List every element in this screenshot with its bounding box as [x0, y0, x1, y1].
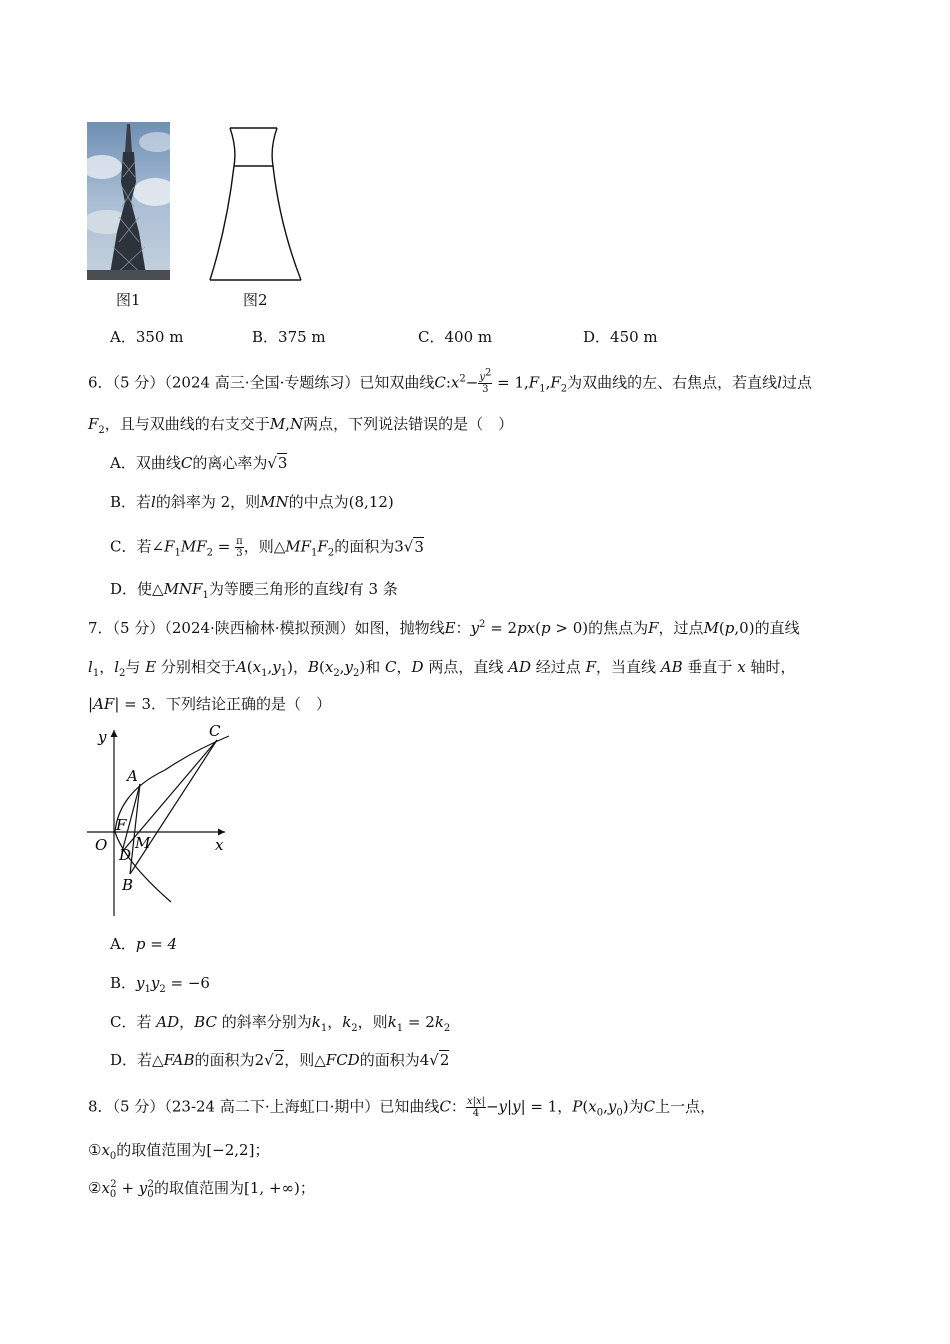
- q8-item-1: $①x_0$的取值范围为[−2,2]；: [88, 1141, 270, 1162]
- q6-option-a-text: 的离心率为: [192, 454, 268, 472]
- tower-photo-image: [87, 122, 170, 280]
- q8-stem-text-b: 为: [628, 1097, 644, 1116]
- figure-2-outline: [205, 126, 305, 286]
- parabola-diagram: [85, 722, 245, 920]
- label-y: y: [98, 728, 107, 746]
- q6-option-d-label: D．使: [110, 580, 153, 598]
- q7-option-d-text-3: 的面积为: [359, 1051, 420, 1069]
- q6-option-c[interactable]: C．若$\angle F_1MF_2$ = $\frac{\pi}{3}$ ，则$\triangle MF_1F_2$的面积为3√3: [110, 536, 424, 559]
- figure-2-caption: 图2: [243, 291, 268, 309]
- q8-score: （5 分）: [112, 1097, 165, 1116]
- q7-number: 7．: [88, 619, 113, 637]
- q8-item-2: $②x_0^2 + y_0^2$的取值范围为[1, +∞)；: [88, 1179, 315, 1200]
- q7-stem-text-b: 的焦点为: [588, 619, 649, 637]
- q6-option-c-text-2: 的面积为: [334, 537, 395, 556]
- figure-1-tower-photo: [87, 122, 170, 280]
- q7-stem-text-f: 分别相交于: [160, 658, 236, 676]
- q6-option-b-text-2: 的中点为: [288, 493, 349, 511]
- label-f: F: [116, 816, 127, 834]
- q6-option-b[interactable]: B．若l的斜率为 2，则MN的中点为(8,12): [110, 493, 394, 511]
- q6-stem-text-c: 过点: [781, 373, 812, 392]
- q7-stem-text-a: 如图，抛物线: [354, 619, 445, 637]
- q8-item-2-marker: ②: [88, 1179, 102, 1197]
- q7-option-a-value: p = 4: [135, 935, 178, 953]
- q6-stem-line-1: 6．（5 分）（2024 高三·全国·专题练习）已知双曲线$C:x^2-$ $\frac{y^2}{3}$ = $1,F_1,F_2$为双曲线的左、右焦点，若直线l过点: [88, 367, 812, 395]
- q6-stem-text-d: ，且与双曲线的右支交于: [104, 415, 270, 433]
- q7-option-c-text-2: ，则: [357, 1013, 388, 1031]
- q8-item-2-text: 的取值范围为: [154, 1179, 245, 1197]
- q8-item-2-value: [1, +∞)；: [244, 1179, 315, 1197]
- q8-stem-text-a: 已知曲线: [379, 1097, 440, 1116]
- q7-option-a-label: A．: [110, 935, 136, 953]
- q8-item-1-text: 的取值范围为: [116, 1141, 207, 1159]
- q8-item-1-marker: ①: [88, 1141, 102, 1159]
- q5-option-d[interactable]: D．450 m: [583, 328, 658, 346]
- q6-option-d[interactable]: D．使$\triangle MNF_1$为等腰三角形的直线l有 3 条: [110, 580, 398, 601]
- label-d: D: [119, 846, 132, 864]
- q7-stem-text-c: ，过点: [658, 619, 704, 637]
- q8-stem-text-c: 上一点，: [655, 1097, 716, 1116]
- q7-stem-text-i: 经过点: [535, 658, 581, 676]
- q5-option-c[interactable]: C．400 m: [418, 328, 493, 346]
- q6-stem-line-2: $F_2$，且与双曲线的右支交于M,N两点，下列说法错误的是（ ）: [88, 415, 514, 436]
- label-a: A: [127, 767, 138, 785]
- q7-option-a[interactable]: [110, 934, 177, 954]
- q8-item-1-value: [−2,2]；: [206, 1141, 270, 1159]
- q8-number: 8．: [88, 1097, 113, 1116]
- q6-stem-text-b: 为双曲线的左、右焦点，若直线: [567, 373, 778, 392]
- q7-option-c-label: C．若: [110, 1013, 152, 1031]
- q7-option-b[interactable]: B．$y_1y_2 = -6$: [110, 974, 210, 995]
- label-o: O: [95, 836, 108, 854]
- q7-option-c-text: 的斜率分别为: [221, 1013, 312, 1031]
- q6-number: 6．: [88, 373, 113, 392]
- q7-option-d[interactable]: D．若△FAB的面积为2√2，则△FCD的面积为4√2: [110, 1051, 450, 1069]
- q6-score: （5 分）: [112, 373, 165, 392]
- q7-stem-text-l: 轴时，: [750, 658, 796, 676]
- q6-option-a-label: A．双曲线: [110, 454, 181, 472]
- q6-stem-text-a: 已知双曲线: [359, 373, 435, 392]
- q7-option-c[interactable]: C．若 AD，BC 的斜率分别为$k_1$，$k_2$，则$k_1 = 2k_2$: [110, 1013, 451, 1034]
- q7-stem-text-k: 垂直于: [687, 658, 733, 676]
- q7-stem-text-m: ．下列结论正确的是（ ）: [151, 695, 332, 713]
- figure-1-caption: 图1: [116, 291, 141, 309]
- q7-score: （5 分）: [112, 619, 165, 637]
- q6-option-b-text: 的斜率为 2，则: [155, 493, 261, 511]
- q7-stem-text-g: 和: [365, 658, 381, 676]
- q7-stem-line-2: $l_1$，$l_2$与 E 分别相交于$A(x_1,y_1)$，$B(x_2,y_2)$和 C，D 两点，直线 AD 经过点 F，当直线 AB 垂直于 x 轴时，: [88, 658, 796, 679]
- label-c: C: [209, 722, 221, 740]
- q6-source: （2024 高三·全国·专题练习）: [164, 373, 360, 392]
- q7-parabola-figure: [85, 722, 245, 920]
- q7-stem-line-3: |AF| = 3．下列结论正确的是（ ）: [88, 695, 332, 713]
- line-cb: [130, 740, 217, 874]
- q6-option-d-text: 为等腰三角形的直线: [208, 580, 344, 598]
- q6-stem-text-e: 两点，下列说法错误的是（ ）: [303, 415, 514, 433]
- q7-stem-text-d: 的直线: [754, 619, 800, 637]
- q5-option-b[interactable]: B．375 m: [252, 328, 326, 346]
- q7-option-b-label: B．: [110, 974, 137, 992]
- hyperboloid-outline-drawing: [205, 126, 305, 286]
- label-m: M: [135, 834, 151, 852]
- q7-source: （2024·陕西榆林·模拟预测）: [164, 619, 355, 637]
- q6-option-a[interactable]: A．双曲线C的离心率为√3: [110, 454, 288, 472]
- q7-stem-text-h: 两点，直线: [428, 658, 504, 676]
- q7-option-d-text-2: ，则: [284, 1051, 315, 1069]
- q7-stem-text-j: ，当直线: [595, 658, 656, 676]
- q6-option-b-value: (8,12): [348, 493, 394, 511]
- label-x: x: [215, 836, 224, 854]
- label-b: B: [122, 876, 134, 894]
- q7-option-b-value: = −6: [170, 974, 210, 992]
- q7-option-d-text: 的面积为: [194, 1051, 255, 1069]
- q6-option-c-text: ，则: [243, 537, 274, 556]
- q7-stem-text-e: 与: [125, 658, 141, 676]
- q6-option-c-label: C．若: [110, 537, 152, 556]
- q6-option-d-text-2: 有 3 条: [348, 580, 398, 598]
- q8-stem-line-1: 8．（5 分）（23-24 高二下·上海虹口·期中）已知曲线C： $\frac{x|x|}{4}$ −y|y| = 1，$P(x_0,y_0)$为C上一点，: [88, 1096, 716, 1119]
- q7-option-d-label: D．若: [110, 1051, 153, 1069]
- q5-option-a[interactable]: A．350 m: [110, 328, 184, 346]
- q7-stem-line-1: 7．（5 分）（2024·陕西榆林·模拟预测）如图，抛物线E：$y^2 = 2px(p > 0)$的焦点为F，过点M(p,0)的直线: [88, 619, 800, 637]
- q8-source: （23-24 高二下·上海虹口·期中）: [164, 1097, 380, 1116]
- q6-option-b-label: B．若: [110, 493, 152, 511]
